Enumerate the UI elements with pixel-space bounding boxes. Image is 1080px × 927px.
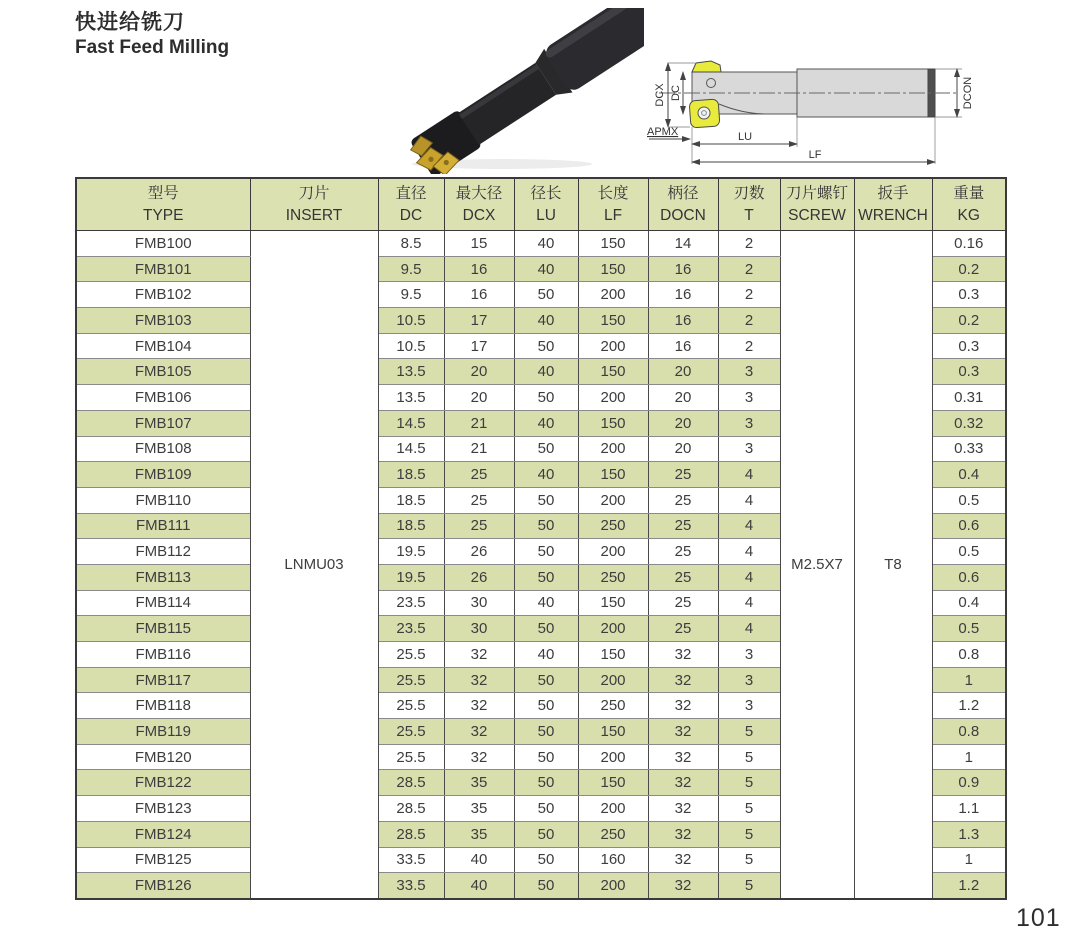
cell-type: FMB102	[76, 282, 250, 308]
cell-lf: 200	[578, 487, 648, 513]
column-header-t: 刃数 T	[718, 178, 780, 231]
cell-kg: 0.2	[932, 308, 1006, 334]
column-header-docn: 柄径 DOCN	[648, 178, 718, 231]
spec-table	[75, 177, 1007, 900]
cell-t: 2	[718, 231, 780, 257]
cell-lu: 40	[514, 231, 578, 257]
dim-label-apmx: APMX	[647, 126, 679, 138]
cell-kg: 1.3	[932, 821, 1006, 847]
cell-type: FMB116	[76, 642, 250, 668]
cell-docn: 16	[648, 333, 718, 359]
cell-dc: 19.5	[378, 564, 444, 590]
cell-type: FMB113	[76, 564, 250, 590]
column-header-dcx: 最大径 DCX	[444, 178, 514, 231]
cell-dcx: 20	[444, 385, 514, 411]
tool-photo	[382, 8, 644, 174]
cell-kg: 0.3	[932, 282, 1006, 308]
cell-docn: 32	[648, 642, 718, 668]
cell-kg: 0.4	[932, 590, 1006, 616]
cell-dcx: 16	[444, 256, 514, 282]
cell-t: 5	[718, 719, 780, 745]
cell-docn: 32	[648, 796, 718, 822]
cell-dc: 23.5	[378, 616, 444, 642]
header-row	[76, 178, 1006, 231]
cell-lf: 200	[578, 796, 648, 822]
cell-lf: 150	[578, 590, 648, 616]
cell-t: 3	[718, 359, 780, 385]
cell-lf: 200	[578, 616, 648, 642]
cell-lu: 50	[514, 770, 578, 796]
page-title	[75, 10, 229, 60]
cell-dcx: 35	[444, 821, 514, 847]
column-header-type: 型号 TYPE	[76, 178, 250, 231]
cell-type: FMB100	[76, 231, 250, 257]
cell-lu: 50	[514, 744, 578, 770]
cell-lu: 50	[514, 513, 578, 539]
cell-t: 4	[718, 513, 780, 539]
cell-lf: 150	[578, 642, 648, 668]
cell-t: 5	[718, 821, 780, 847]
cell-dcx: 17	[444, 333, 514, 359]
cell-docn: 32	[648, 693, 718, 719]
cell-lu: 40	[514, 359, 578, 385]
cell-dcx: 26	[444, 539, 514, 565]
cell-lf: 200	[578, 436, 648, 462]
cell-dc: 25.5	[378, 693, 444, 719]
cell-t: 3	[718, 410, 780, 436]
cell-dc: 33.5	[378, 873, 444, 899]
cell-lu: 40	[514, 256, 578, 282]
cell-t: 2	[718, 333, 780, 359]
cell-dc: 19.5	[378, 539, 444, 565]
cell-type: FMB114	[76, 590, 250, 616]
cell-type: FMB119	[76, 719, 250, 745]
cell-kg: 0.3	[932, 333, 1006, 359]
cell-dc: 18.5	[378, 462, 444, 488]
cell-kg: 0.5	[932, 539, 1006, 565]
cell-t: 4	[718, 539, 780, 565]
cell-t: 4	[718, 564, 780, 590]
cell-dcx: 16	[444, 282, 514, 308]
cell-kg: 0.5	[932, 487, 1006, 513]
cell-dc: 14.5	[378, 436, 444, 462]
column-header-kg: 重量 KG	[932, 178, 1006, 231]
cell-lu: 50	[514, 436, 578, 462]
cell-dc: 13.5	[378, 385, 444, 411]
cell-docn: 32	[648, 744, 718, 770]
cell-lu: 50	[514, 847, 578, 873]
cell-dc: 25.5	[378, 667, 444, 693]
cell-lu: 40	[514, 410, 578, 436]
cell-docn: 20	[648, 410, 718, 436]
cell-t: 4	[718, 590, 780, 616]
cell-dcx: 21	[444, 410, 514, 436]
cell-docn: 16	[648, 256, 718, 282]
cell-lf: 200	[578, 385, 648, 411]
cell-type: FMB107	[76, 410, 250, 436]
cell-lu: 50	[514, 385, 578, 411]
spec-table-header	[76, 178, 1006, 231]
cell-type: FMB111	[76, 513, 250, 539]
dim-label-dcon: DCON	[962, 76, 974, 110]
cell-kg: 0.16	[932, 231, 1006, 257]
cell-docn: 32	[648, 770, 718, 796]
cell-dcx: 32	[444, 642, 514, 668]
cell-dcx: 32	[444, 744, 514, 770]
cell-docn: 32	[648, 873, 718, 899]
cell-lf: 150	[578, 231, 648, 257]
column-header-wrench: 扳手 WRENCH	[854, 178, 932, 231]
cell-t: 5	[718, 873, 780, 899]
cell-kg: 1.2	[932, 693, 1006, 719]
cell-kg: 1	[932, 847, 1006, 873]
cell-dcx: 40	[444, 873, 514, 899]
cell-dcx: 32	[444, 693, 514, 719]
cell-t: 5	[718, 770, 780, 796]
cell-kg: 1.2	[932, 873, 1006, 899]
cell-t: 5	[718, 796, 780, 822]
cell-docn: 16	[648, 308, 718, 334]
cell-dcx: 35	[444, 796, 514, 822]
cell-lf: 150	[578, 462, 648, 488]
cell-dcx: 21	[444, 436, 514, 462]
cell-lu: 50	[514, 796, 578, 822]
cell-type: FMB112	[76, 539, 250, 565]
cell-docn: 25	[648, 539, 718, 565]
cell-lf: 250	[578, 693, 648, 719]
cell-dc: 10.5	[378, 333, 444, 359]
cell-t: 4	[718, 462, 780, 488]
cell-dcx: 40	[444, 847, 514, 873]
dim-label-lu: LU	[737, 131, 753, 143]
cell-type: FMB109	[76, 462, 250, 488]
cell-t: 4	[718, 616, 780, 642]
cell-type: FMB104	[76, 333, 250, 359]
cell-kg: 1	[932, 667, 1006, 693]
cell-dc: 9.5	[378, 256, 444, 282]
column-header-insert: 刀片 INSERT	[250, 178, 378, 231]
cell-kg: 1	[932, 744, 1006, 770]
cell-lu: 40	[514, 308, 578, 334]
cell-lf: 200	[578, 667, 648, 693]
cell-lu: 50	[514, 539, 578, 565]
cell-dcx: 25	[444, 513, 514, 539]
cell-t: 3	[718, 693, 780, 719]
page-number: 101	[1016, 904, 1061, 927]
cell-type: FMB108	[76, 436, 250, 462]
cell-docn: 25	[648, 513, 718, 539]
dim-label-lf: LF	[808, 149, 822, 161]
cell-docn: 16	[648, 282, 718, 308]
cell-lf: 150	[578, 256, 648, 282]
cell-kg: 0.6	[932, 564, 1006, 590]
cell-dc: 18.5	[378, 513, 444, 539]
cell-t: 4	[718, 487, 780, 513]
cell-docn: 25	[648, 462, 718, 488]
cell-dc: 9.5	[378, 282, 444, 308]
cell-kg: 1.1	[932, 796, 1006, 822]
cell-dc: 8.5	[378, 231, 444, 257]
cell-kg: 0.32	[932, 410, 1006, 436]
cell-dc: 28.5	[378, 821, 444, 847]
cell-docn: 32	[648, 667, 718, 693]
dim-label-dcx: DCX	[654, 83, 666, 107]
cell-dc: 14.5	[378, 410, 444, 436]
cell-type: FMB118	[76, 693, 250, 719]
cell-lu: 50	[514, 282, 578, 308]
cell-lu: 50	[514, 333, 578, 359]
cell-dcx: 35	[444, 770, 514, 796]
cell-lu: 50	[514, 821, 578, 847]
dim-label-dc: DC	[670, 85, 682, 101]
cell-dcx: 25	[444, 487, 514, 513]
cell-dcx: 32	[444, 719, 514, 745]
cell-docn: 25	[648, 487, 718, 513]
cell-docn: 25	[648, 564, 718, 590]
cell-lf: 200	[578, 282, 648, 308]
cell-kg: 0.31	[932, 385, 1006, 411]
cell-type: FMB117	[76, 667, 250, 693]
cell-lu: 50	[514, 487, 578, 513]
cell-docn: 32	[648, 847, 718, 873]
cell-lf: 160	[578, 847, 648, 873]
cell-dcx: 30	[444, 616, 514, 642]
cell-t: 5	[718, 847, 780, 873]
cell-lf: 150	[578, 410, 648, 436]
cell-lf: 150	[578, 359, 648, 385]
cell-lu: 50	[514, 667, 578, 693]
cell-lf: 250	[578, 564, 648, 590]
cell-dcx: 32	[444, 667, 514, 693]
cell-lu: 50	[514, 693, 578, 719]
cell-docn: 20	[648, 385, 718, 411]
cell-type: FMB110	[76, 487, 250, 513]
column-header-screw: 刀片螺钉 SCREW	[780, 178, 854, 231]
cell-insert-merged: LNMU03	[250, 231, 378, 899]
title-chinese: 快进给铣刀	[75, 11, 185, 34]
cell-dc: 25.5	[378, 719, 444, 745]
cell-dcx: 17	[444, 308, 514, 334]
cell-docn: 32	[648, 719, 718, 745]
table-row	[76, 231, 1006, 257]
cell-type: FMB124	[76, 821, 250, 847]
cell-kg: 0.3	[932, 359, 1006, 385]
cell-type: FMB125	[76, 847, 250, 873]
cell-kg: 0.2	[932, 256, 1006, 282]
cell-kg: 0.33	[932, 436, 1006, 462]
cell-lu: 40	[514, 462, 578, 488]
cell-dcx: 20	[444, 359, 514, 385]
cell-type: FMB105	[76, 359, 250, 385]
cell-lf: 150	[578, 719, 648, 745]
cell-dcx: 26	[444, 564, 514, 590]
cell-dcx: 30	[444, 590, 514, 616]
cell-docn: 32	[648, 821, 718, 847]
cell-dcx: 15	[444, 231, 514, 257]
cell-t: 2	[718, 282, 780, 308]
column-header-dc: 直径 DC	[378, 178, 444, 231]
cell-docn: 25	[648, 590, 718, 616]
cell-lf: 200	[578, 744, 648, 770]
cell-dcx: 25	[444, 462, 514, 488]
cell-lf: 200	[578, 873, 648, 899]
cell-lf: 200	[578, 333, 648, 359]
spec-table-body	[76, 231, 1006, 899]
cell-dc: 23.5	[378, 590, 444, 616]
title-english: Fast Feed Milling	[75, 37, 230, 59]
cell-t: 3	[718, 436, 780, 462]
cell-lu: 40	[514, 590, 578, 616]
diagram-insert-top	[692, 61, 721, 72]
cell-type: FMB115	[76, 616, 250, 642]
cell-dc: 33.5	[378, 847, 444, 873]
cell-wrench-merged: T8	[854, 231, 932, 899]
cell-type: FMB120	[76, 744, 250, 770]
cell-kg: 0.9	[932, 770, 1006, 796]
cell-dc: 18.5	[378, 487, 444, 513]
cell-docn: 14	[648, 231, 718, 257]
cell-lu: 50	[514, 616, 578, 642]
cell-t: 2	[718, 308, 780, 334]
cell-type: FMB123	[76, 796, 250, 822]
cell-dc: 25.5	[378, 642, 444, 668]
cell-dc: 28.5	[378, 770, 444, 796]
cell-lf: 200	[578, 539, 648, 565]
cell-docn: 20	[648, 359, 718, 385]
cell-screw-merged: M2.5X7	[780, 231, 854, 899]
cell-kg: 0.8	[932, 642, 1006, 668]
cell-kg: 0.8	[932, 719, 1006, 745]
cell-dc: 28.5	[378, 796, 444, 822]
cell-dc: 10.5	[378, 308, 444, 334]
cell-type: FMB106	[76, 385, 250, 411]
cell-docn: 20	[648, 436, 718, 462]
cell-dc: 25.5	[378, 744, 444, 770]
cell-lf: 250	[578, 821, 648, 847]
cell-kg: 0.6	[932, 513, 1006, 539]
cell-type: FMB122	[76, 770, 250, 796]
cell-type: FMB101	[76, 256, 250, 282]
cell-lu: 50	[514, 873, 578, 899]
cell-docn: 25	[648, 616, 718, 642]
cell-type: FMB103	[76, 308, 250, 334]
cell-kg: 0.5	[932, 616, 1006, 642]
column-header-lf: 长度 LF	[578, 178, 648, 231]
cell-lu: 50	[514, 564, 578, 590]
cell-type: FMB126	[76, 873, 250, 899]
cell-lf: 150	[578, 308, 648, 334]
cell-t: 3	[718, 667, 780, 693]
cell-kg: 0.4	[932, 462, 1006, 488]
cell-t: 3	[718, 385, 780, 411]
column-header-lu: 径长 LU	[514, 178, 578, 231]
cell-dc: 13.5	[378, 359, 444, 385]
cell-lu: 50	[514, 719, 578, 745]
cell-t: 3	[718, 642, 780, 668]
cell-lf: 150	[578, 770, 648, 796]
cell-t: 5	[718, 744, 780, 770]
tool-diagram	[645, 52, 1065, 174]
cell-lu: 40	[514, 642, 578, 668]
cell-lf: 250	[578, 513, 648, 539]
cell-t: 2	[718, 256, 780, 282]
